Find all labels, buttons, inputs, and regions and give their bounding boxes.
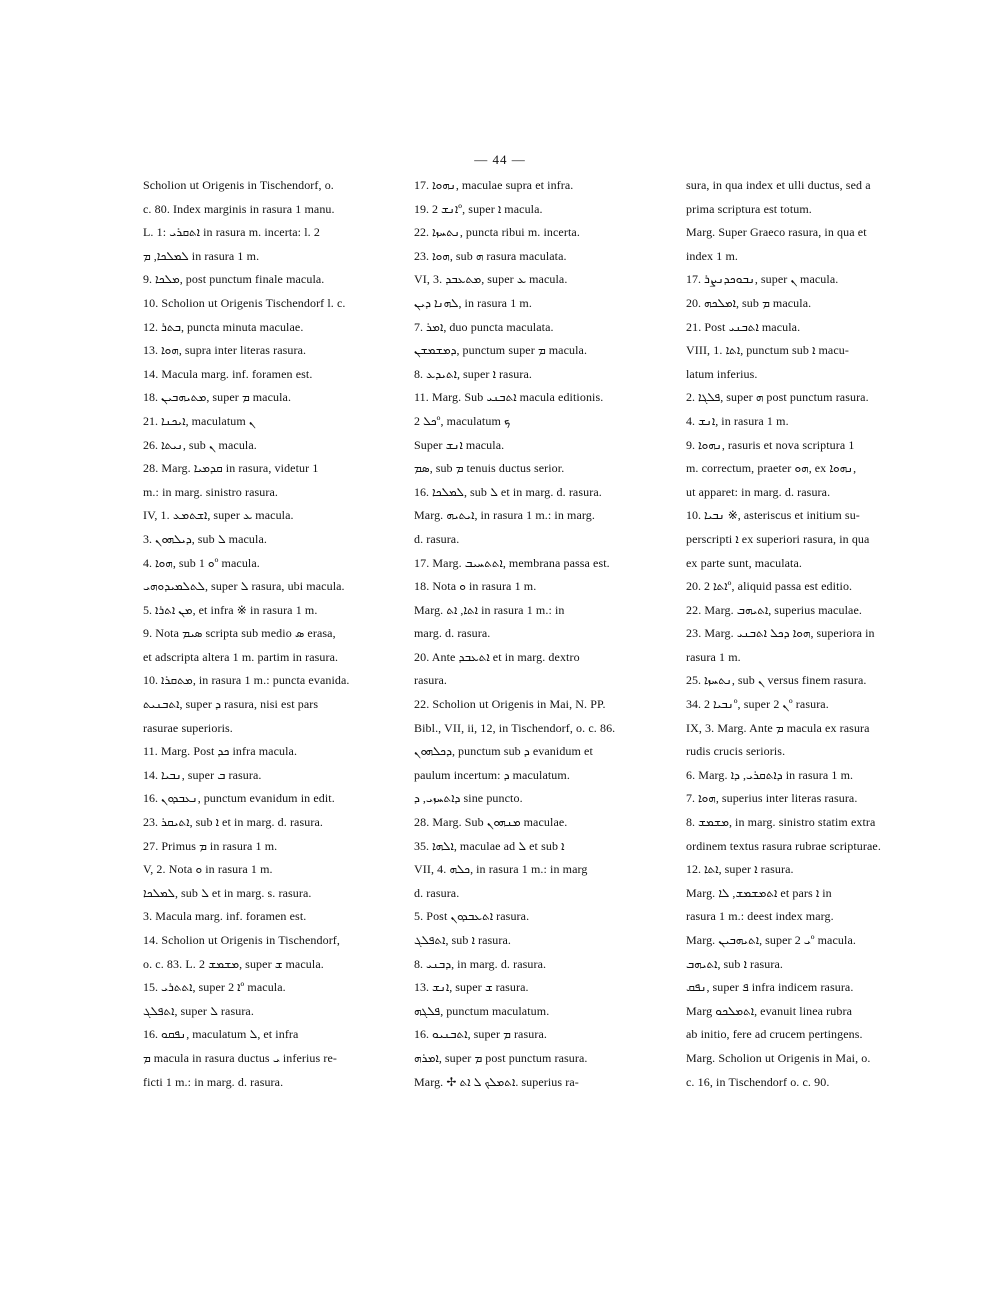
text-line: Marg ܐܬܡܠܟܘ, evanuit linea rubra <box>686 1003 852 1018</box>
text-line: rudis crucis serioris. <box>686 744 786 759</box>
text-line: 8. ܐܬܝܕܥ, super ܐ rasura. <box>414 366 532 381</box>
text-line: 10. Scholion ut Origenis Tischendorf l. c. <box>143 295 346 310</box>
text-line: 9. ܡܠܟܐ, post punctum finale macula. <box>143 272 325 287</box>
text-line: 6. Marg. ܕܐܬܩܪܝ, ܕܐ in rasura 1 m. <box>686 767 854 782</box>
text-line: ܕܟܠܗܘܢ, punctum sub ܕ evanidum et <box>414 744 593 759</box>
text-line: 7. ܗܘܐ, superius inter literas rasura. <box>686 791 858 806</box>
text-line: 3. Macula marg. inf. foramen est. <box>143 909 307 924</box>
text-line: ܐܡܪܗ, super ܡ post punctum rasura. <box>414 1050 588 1065</box>
text-line: ܠܗܢܐ ܕܝܢ, in rasura 1 m. <box>414 295 532 310</box>
text-line: VIII, 1. ܐܬܐ, punctum sub ܐ macu- <box>686 343 849 358</box>
text-line: Marg. ܐܝܬܝܗ, in rasura 1 m.: in marg. <box>414 508 595 523</box>
text-line: 26. ܢܝܬܐ, sub ܢ macula. <box>143 437 257 452</box>
text-line: 3. ܕܝܠܗܘܢ, sub ܠ macula. <box>143 531 267 546</box>
text-line: IV, 1. ܐܫܬܡܥ, super ܥ macula. <box>143 508 294 523</box>
text-line: 28. Marg. ܩܕܡܝܐ in rasura, videtur 1 <box>143 461 319 476</box>
text-line: 22. Marg. ܐܬܝܗܒ, superius maculae. <box>686 602 862 617</box>
text-line: index 1 m. <box>686 248 738 263</box>
text-line: 21. Post ܐܬܒܢܝ macula. <box>686 319 801 334</box>
text-line: 21. ܐܝܟܢܐ, maculatum ܢ <box>143 413 256 428</box>
text-line: 34. ܢܒܝܐ 2º, super ܢ 2º rasura. <box>686 697 829 712</box>
text-line: m.: in marg. sinistro rasura. <box>143 484 278 499</box>
text-line: ܦܠܓܗ, punctum maculatum. <box>414 1003 550 1018</box>
text-line: ܐܬܝܗܒ, sub ܐ rasura. <box>686 956 783 971</box>
text-line: ܣܡ, sub ܡ tenuis ductus serior. <box>414 461 565 476</box>
text-line: sura, in qua index et ulli ductus, sed a <box>686 178 871 192</box>
text-line: rasura 1 m. <box>686 649 741 664</box>
text-line: 13. ܐܢܫ, super ܫ rasura. <box>414 980 529 995</box>
text-line: prima scriptura est totum. <box>686 201 812 216</box>
text-line: VII, 4. ܟܠܗ, in rasura 1 m.: in marg <box>414 862 588 877</box>
text-line: ficti 1 m.: in marg. d. rasura. <box>143 1074 284 1089</box>
text-line: 17. ܢܗܘܐ, maculae supra et infra. <box>414 178 574 192</box>
text-line: d. rasura. <box>414 885 460 900</box>
text-line: 25. ܢܬܚܙܐ, sub ܢ versus finem rasura. <box>686 673 867 688</box>
text-line: 5. Post ܐܬܥܒܕܘܢ rasura. <box>414 909 530 924</box>
text-line: 7. ܐܡܪ, duo puncta maculata. <box>414 319 554 334</box>
text-line: ܟܠ 2º, maculatum ܟ <box>414 413 511 428</box>
text-line: marg. d. rasura. <box>414 626 491 641</box>
text-line: 28. Marg. Sub ܡܢܗܘܢ maculae. <box>414 815 568 830</box>
text-line: d. rasura. <box>414 531 460 546</box>
text-line: 19. ܐܢܫ 2º, super ܐ macula. <box>414 201 543 216</box>
text-line: 23. ܗܘܐ, sub ܗ rasura maculata. <box>414 248 567 263</box>
text-line: 16. ܢܥܒܕܘܢ, punctum evanidum in edit. <box>143 791 335 806</box>
text-line: 20. ܐܬܐ 2º, aliquid passa est editio. <box>686 579 853 594</box>
text-line: 4. ܗܘܐ, sub ܘ 1º macula. <box>143 555 260 570</box>
left-column <box>143 174 393 1094</box>
text-line: 35. ܐܠܗܐ, maculae ad ܠ et sub ܐ <box>414 838 565 853</box>
text-line: 17. Marg. ܐܬܬܚܝܒ, membrana passa est. <box>414 555 610 570</box>
text-line: m. correctum, praeter ܗܘ, ex ܢܗܘܐ, <box>686 461 857 476</box>
text-line: V, 2. Nota ܘ in rasura 1 m. <box>143 862 273 877</box>
text-line: Marg. Super Graeco rasura, in qua et <box>686 225 867 240</box>
text-line: ܐܬܦܠܓ, sub ܐ rasura. <box>414 933 511 947</box>
text-line: 12. ܐܬܐ, super ܐ rasura. <box>686 862 794 877</box>
text-line: 8. ܕܒܢܝ, in marg. d. rasura. <box>414 956 547 971</box>
text-line: Super ܐܢܫ macula. <box>414 437 505 452</box>
text-line: ordinem textus rasura rubrae scripturae. <box>686 838 881 853</box>
text-line: 20. ܐܡܠܟܗ, sub ܡ macula. <box>686 295 812 310</box>
text-line: Marg. ܐܬܐ, ܐܬ in rasura 1 m.: in <box>414 602 565 617</box>
text-line: 11. Marg. Sub ܐܬܒܢܝ macula editionis. <box>414 390 604 405</box>
text-line: Marg. ܐܬܡܫܡܫ, ܠܐ et pars ܐ in <box>686 885 832 900</box>
text-line: 23. ܐܬܝܩܪ, sub ܐ et in marg. d. rasura. <box>143 815 323 830</box>
text-line: 18. Nota ܘ in rasura 1 m. <box>414 579 537 594</box>
text-line: Marg. ܐܬܝܗܒܝܢ, super ܝ 2º macula. <box>686 933 856 947</box>
text-line: ex parte sunt, maculata. <box>686 555 803 570</box>
text-line: rasura 1 m.: deest index marg. <box>686 909 834 924</box>
text-line: 14. ܢܒܝܐ, super ܒ rasura. <box>143 767 262 782</box>
text-line: perscripti ܐ ex superiori rasura, in qua <box>686 531 870 546</box>
right-column <box>686 174 936 1094</box>
text-line: ut apparet: in marg. d. rasura. <box>686 484 831 499</box>
text-line: 5. ܡܢ ܐܬܪܐ, et infra ※ in rasura 1 m. <box>143 602 318 617</box>
text-line: ܡ macula in rasura ductus ܝ inferius re- <box>143 1050 337 1065</box>
text-line: paulum incertum: ܕ maculatum. <box>414 767 570 782</box>
text-line: Bibl., VII, ii, 12, in Tischendorf, o. c. 86. <box>414 720 616 735</box>
text-line: c. 80. Index marginis in rasura 1 manu. <box>143 201 335 216</box>
text-line: 16. ܢܦܩܘ, maculatum ܠ, et infra <box>143 1027 299 1042</box>
text-line: 14. Scholion ut Origenis in Tischendorf, <box>143 933 341 947</box>
text-line: et adscripta altera 1 m. partim in rasura. <box>143 649 339 664</box>
text-line: VI, 3. ܡܬܥܒܕ, super ܥ macula. <box>414 272 568 287</box>
text-line: ab initio, fere ad crucem pertingens. <box>686 1027 863 1042</box>
text-line: 23. Marg. ܗܘܐ ܕܟܠ ܐܬܒܢܝ, superiora in <box>686 626 875 641</box>
text-line: 8. ܡܫܡܫ, in marg. sinistro statim extra <box>686 815 876 830</box>
text-line: 10. ܢܒܝܐ ※, asteriscus et initium su- <box>686 508 860 523</box>
text-line: 22. Scholion ut Origenis in Mai, N. PP. <box>414 697 606 712</box>
text-line: rasura. <box>414 673 448 688</box>
text-line: ܠܬܠܡܝܕܘܗܝ, super ܠ rasura, ubi macula. <box>143 579 345 594</box>
text-line: 17. ܢܒܘܟܕܢܨܪ, super ܢ macula. <box>686 272 839 287</box>
text-line: 16. ܠܡܠܟܐ, sub ܠ et in marg. d. rasura. <box>414 484 602 499</box>
middle-column <box>414 174 664 1094</box>
text-line: 15. ܐܬܬܪܝ, super ܐ 2º macula. <box>143 980 286 995</box>
text-line: L. 1: ܐܬܩܪܝ in rasura m. incerta: l. 2 <box>143 225 320 240</box>
text-line: 11. Marg. Post ܟܕ infra macula. <box>143 744 298 759</box>
text-line: Scholion ut Origenis in Tischendorf, o. <box>143 178 334 192</box>
text-line: rasurae superioris. <box>143 720 233 735</box>
text-line: 9. ܢܗܘܐ, rasuris et nova scriptura 1 <box>686 437 855 452</box>
text-line: ܐܬܒܢܝܬ, super ܕ rasura, nisi est pars <box>143 697 319 712</box>
text-line: 18. ܡܬܝܗܒܝܢ, super ܡ macula. <box>143 390 292 405</box>
text-line: 12. ܒܬܪ, puncta minuta maculae. <box>143 319 304 334</box>
text-line: Marg. ✢ ܐܬܡܠܟ ܠ ܐܬ. superius ra- <box>414 1074 579 1089</box>
text-line: ܕܡܫܡܫܢ, punctum super ܡ macula. <box>414 343 588 358</box>
text-line: 27. Primus ܡ in rasura 1 m. <box>143 838 278 853</box>
text-line: IX, 3. Marg. Ante ܡ macula ex rasura <box>686 720 870 735</box>
text-line: ܢܦܩ, super ܦ infra indicem rasura. <box>686 980 854 995</box>
text-line: 10. ܡܬܩܪܐ, in rasura 1 m.: puncta evanida. <box>143 673 350 688</box>
text-line: 14. Macula marg. inf. foramen est. <box>143 366 313 381</box>
text-line: ܕܐܬܚܙܝ, ܕ sine puncto. <box>414 791 523 806</box>
text-line: 16. ܐܬܒܢܝܘ, super ܡ rasura. <box>414 1027 547 1042</box>
text-line: 22. ܢܬܚܙܐ, puncta ribui m. incerta. <box>414 225 580 240</box>
text-line: 4. ܐܢܫ, in rasura 1 m. <box>686 413 789 428</box>
text-line: 9. Nota ܣܝܡ scripta sub medio ܣ erasa, <box>143 626 336 641</box>
page-number: — 44 — <box>474 152 526 167</box>
text-line: Marg. Scholion ut Origenis in Mai, o. <box>686 1050 871 1065</box>
text-line: c. 16, in Tischendorf o. c. 90. <box>686 1074 830 1089</box>
text-line: ܠܡܠܟܐ, ܡ in rasura 1 m. <box>143 248 260 263</box>
text-line: latum inferius. <box>686 366 758 381</box>
text-line: o. c. 83. L. 2 ܡܫܡܫ, super ܫ macula. <box>143 956 324 971</box>
text-line: ܠܡܠܟܐ, sub ܠ et in marg. s. rasura. <box>143 885 312 900</box>
text-line: 20. Ante ܐܬܥܒܕ et in marg. dextro <box>414 649 580 664</box>
text-line: 2. ܦܠܓܐ, super ܗ post punctum rasura. <box>686 390 869 405</box>
text-line: 13. ܗܘܐ, supra inter literas rasura. <box>143 343 307 358</box>
text-line: ܐܬܦܠܓ, super ܠ rasura. <box>143 1003 254 1018</box>
